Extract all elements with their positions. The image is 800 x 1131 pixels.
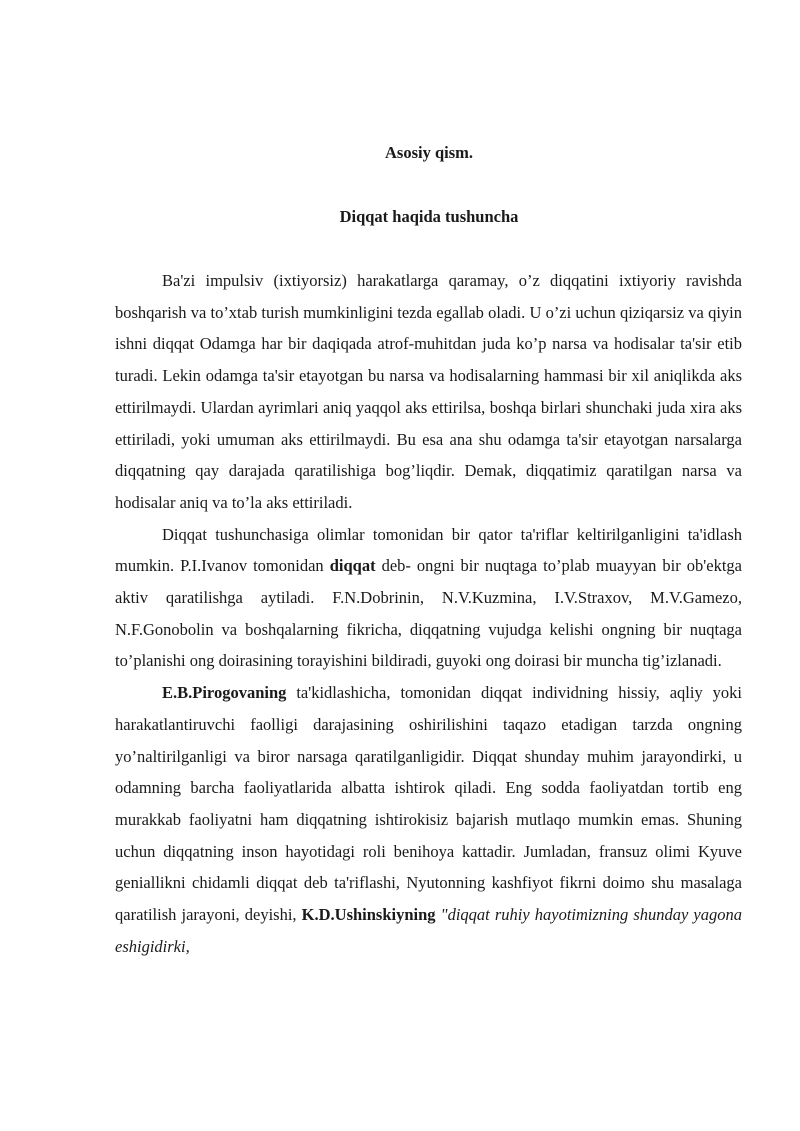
body-text (115, 265, 742, 962)
paragraph-2 (115, 519, 742, 678)
paragraph-text: Diqqat tushunchasiga olimlar tomonidan bir qator ta'riflar keltirilganligini ta'idlash mumkin. P.I.Ivanov tomonidan (115, 524, 742, 576)
paragraph-1 (115, 265, 742, 519)
paragraph-text: ta'kidlashicha, tomonidan diqqat individning hissiy, aqliy yoki harakatlantiruvchi faolligi darajasining oshirilishini taqazo etadigan tarzda ongning yo’naltirilganligi va biror narsaga qaratilganligidir. Diqqat shunday muhim jarayondirki, u odamning barcha faoliyatlarida albatta ishtirok qiladi. Eng sodda faoliyatdan tortib eng murakkab faoliyatni ham diqqatning ishtirokisiz bajarish mutlaqo mumkin emas. Shuning uchun diqqatning inson hayotidagi roli benihoya kattadir. Jumladan, fransuz olimi Kyuve geniallikni chidamli diqqat deb ta'riflashi, Nyutonning kashfiyot fikrni doimo shu masalaga qaratilish jarayoni, deyishi, (115, 683, 742, 925)
topic-heading: Diqqat haqida tushuncha (339, 207, 519, 226)
paragraph-text: Ba'zi impulsiv (ixtiyorsiz) harakatlarga qaramay, o’z diqqatini ixtiyoriy ravishda boshqarish va to’xtab turish mumkinligini tezda egallab oladi. U o’zi uchun qiziqarsiz va qiyin ishni diqqat Odamga har bir daqiqada atrof-muhitdan juda ko’p narsa va hodisalar ta'sir etib turadi. Lekin odamga ta'sir etayotgan bu narsa va hodisalarning hammasi bir xil aniqlikda aks ettirilmaydi. Ulardan ayrimlari aniq yaqqol aks ettirilsa, boshqa birlari shunchaki juda xira aks ettiriladi, yoki umuman aks ettirilmaydi. Bu esa ana shu odamga ta'sir etayotgan narsalarga diqqatning qay darajada qaratilishiga bog’liqdir. Demak, diqqatimiz qaratilgan narsa va hodisalar aniq va to’la aks ettiriladi. (115, 271, 742, 512)
bold-author-name: E.B.Pirogovaning (162, 683, 287, 703)
paragraph-3 (115, 677, 742, 962)
italic-quote: "diqqat ruhiy hayotimizning shunday yagona eshigidirki, (115, 905, 743, 956)
bold-term: diqqat (329, 556, 376, 576)
section-heading: Asosiy qism. (384, 143, 474, 162)
bold-author-name: K.D.Ushinskiyning (301, 905, 436, 925)
paragraph-text: deb- ongni bir nuqtaga to’plab muayyan bir ob'ektga aktiv qaratilishga aytiladi. F.N.Dobrinin, N.V.Kuzmina, I.V.Straxov, M.V.Gamezo, N.F.Gonobolin va boshqalarning fikricha, diqqatning vujudga kelishi ongning bir nuqtaga to’planishi ong doirasining torayishini bildiradi, guyoki ong doirasi bir muncha tig’izlanadi. (115, 556, 742, 671)
